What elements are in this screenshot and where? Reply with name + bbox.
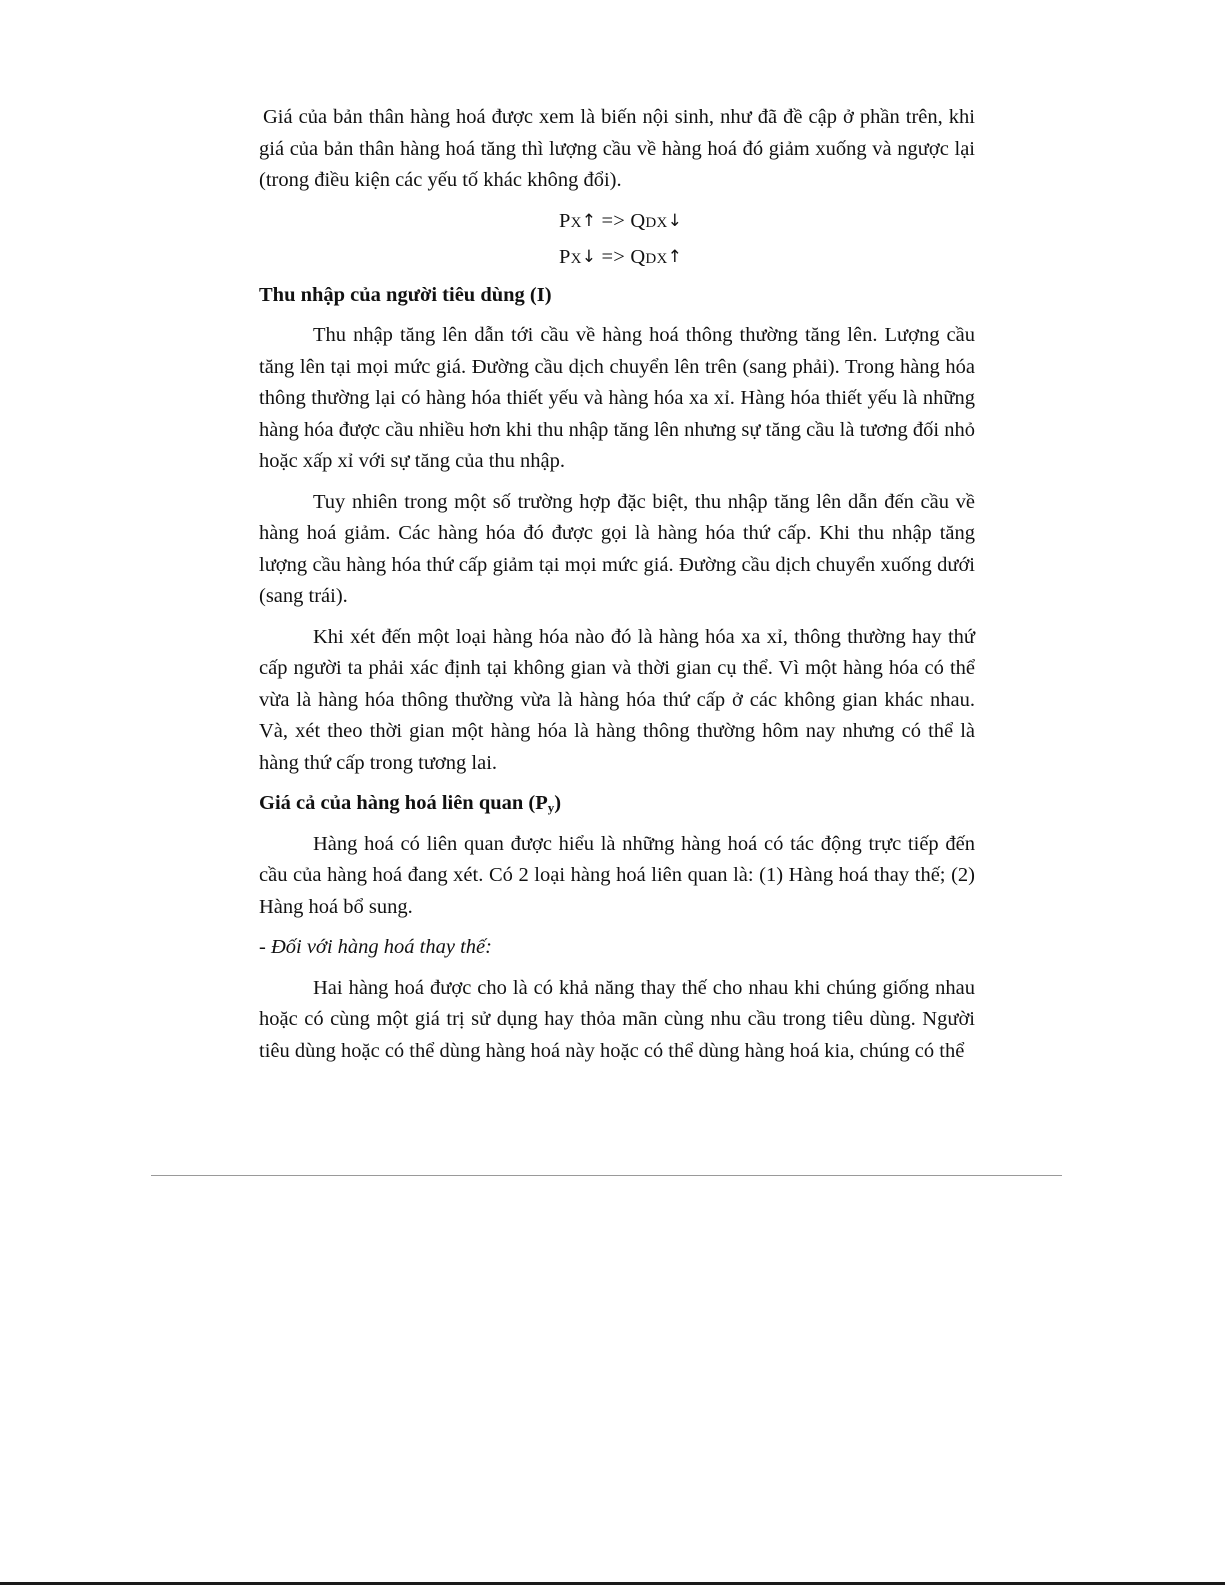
- formula-q-subscript: DX: [645, 251, 668, 267]
- paragraph-income-1: Thu nhập tăng lên dẫn tới cầu về hàng hoá thông thường tăng lên. Lượng cầu tăng lên tại mọi mức giá. Đường cầu dịch chuyển lên trên (sang phải). Trong hàng hóa thông thường lại có hàng hóa thiết yếu và hàng hóa xa xỉ. Hàng hóa thiết yếu là những hàng hóa được cầu nhiều hơn khi thu nhập tăng lên nhưng sự tăng cầu là tương đối nhỏ hoặc xấp xỉ với sự tăng của thu nhập.: [259, 324, 975, 472]
- paragraph-substitute-goods: Hai hàng hoá được cho là có khả năng thay thế cho nhau khi chúng giống nhau hoặc có cùng một giá trị sử dụng hay thỏa mãn cùng nhu cầu trong tiêu dùng. Người tiêu dùng hoặc có thể dùng hàng hoá này hoặc có thể dùng hàng hoá kia, chúng có thể: [259, 976, 975, 1062]
- paragraph-related-goods: Hàng hoá có liên quan được hiểu là những hàng hoá có tác động trực tiếp đến cầu của hàng hoá đang xét. Có 2 loại hàng hoá liên quan là: (1) Hàng hoá thay thế; (2) Hàng hoá bổ sung.: [259, 832, 975, 918]
- footer-divider: [151, 1175, 1062, 1176]
- arrow-down-icon: ↓: [667, 210, 683, 231]
- formula-p: P: [559, 246, 571, 268]
- formula-price-down: [259, 242, 975, 276]
- formula-implies: =>: [596, 246, 631, 268]
- heading-related-close: ): [554, 792, 562, 814]
- heading-related-text: Giá cả của hàng hoá liên quan (P: [259, 792, 548, 814]
- formula-q-subscript: DX: [645, 214, 668, 231]
- formula-p: P: [559, 209, 571, 232]
- subheading-substitute-goods: - Đối với hàng hoá thay thế:: [259, 936, 492, 958]
- heading-income: Thu nhập của người tiêu dùng (I): [259, 283, 552, 306]
- document-body: [259, 102, 975, 1076]
- formula-q: Q: [630, 246, 646, 268]
- formula-p-subscript: X: [570, 251, 582, 267]
- arrow-up-icon: ↑: [581, 210, 597, 231]
- formula-p-subscript: X: [570, 214, 582, 231]
- heading-related-goods: [259, 788, 975, 820]
- arrow-up-icon: ↑: [667, 247, 683, 267]
- formula-price-up: [259, 206, 975, 240]
- paragraph-income-3: Khi xét đến một loại hàng hóa nào đó là hàng hóa xa xỉ, thông thường hay thứ cấp người ta phải xác định tại không gian và thời gian cụ thể. Vì một hàng hóa có thể vừa là hàng hóa thông thường vừa là hàng hóa thứ cấp ở các không gian khác nhau. Và, xét theo thời gian một hàng hóa là hàng thông thường hôm nay nhưng có thể là hàng thứ cấp trong tương lai.: [259, 625, 975, 774]
- formula-implies: =>: [596, 209, 631, 232]
- paragraph-income-2: Tuy nhiên trong một số trường hợp đặc biệt, thu nhập tăng lên dẫn đến cầu về hàng hoá giảm. Các hàng hóa đó được gọi là hàng hóa thứ cấp. Khi thu nhập tăng lượng cầu hàng hóa thứ cấp giảm tại mọi mức giá. Đường cầu dịch chuyển xuống dưới (sang trái).: [259, 490, 975, 607]
- arrow-down-icon: ↓: [581, 247, 597, 267]
- paragraph-intro: Giá của bản thân hàng hoá được xem là biến nội sinh, như đã đề cập ở phần trên, khi giá của bản thân hàng hoá tăng thì lượng cầu về hàng hoá đó giảm xuống và ngược lại (trong điều kiện các yếu tố khác không đổi).: [259, 106, 975, 191]
- formula-q: Q: [630, 209, 646, 232]
- heading-related-subscript: y: [547, 800, 555, 815]
